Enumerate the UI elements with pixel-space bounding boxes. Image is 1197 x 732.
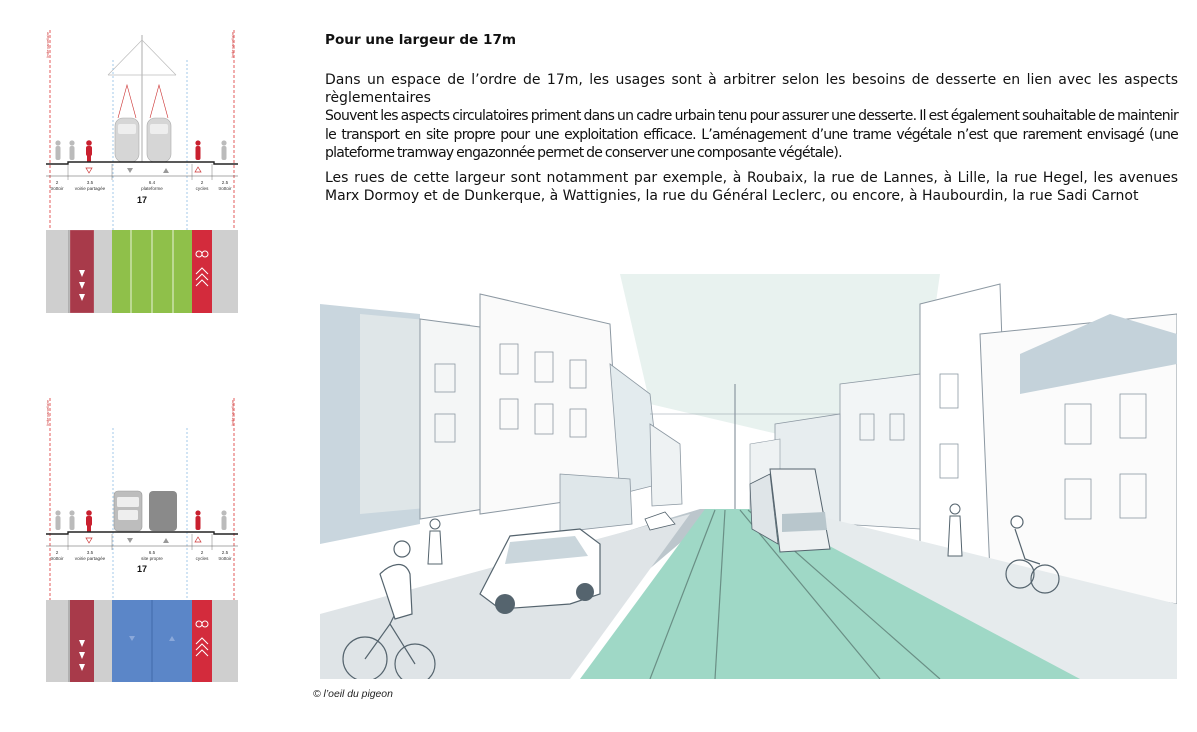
lane-label: trottoir [50, 556, 64, 561]
width-value: 3.5 [86, 550, 94, 555]
width-value: 2.5 [221, 180, 229, 185]
width-value: 2 [200, 550, 204, 555]
tram-icon [115, 85, 171, 162]
tram-section-drawing [46, 30, 238, 313]
total-width: 17 [136, 564, 148, 574]
cyclist-icon [86, 140, 92, 162]
property-limit-label: limite parcellaire [231, 400, 235, 426]
width-value: 2 [200, 180, 204, 185]
lane-label: cycles [195, 186, 209, 191]
cyclist-icon [86, 510, 92, 532]
width-value: 2 [55, 550, 59, 555]
body-text [325, 71, 1178, 205]
width-value: 6.4 [148, 180, 156, 185]
cycle-lane-plan [192, 600, 212, 682]
width-value: 2.5 [221, 550, 229, 555]
lane-label: site propre [141, 556, 163, 561]
section-heading: Pour une largeur de 17m [325, 32, 517, 48]
paragraph-intro: Dans un espace de l’ordre de 17m, les usages sont à arbitrer selon les besoins de desserte en lien avec les aspects règlementaires [325, 72, 1178, 107]
lane-label: trottoir [50, 186, 64, 191]
lane-label: voirie partagée [74, 556, 106, 561]
lane-label: voirie partagée [74, 186, 106, 191]
lane-label: trottoir [218, 186, 232, 191]
pedestrian-icon [55, 140, 226, 160]
lane-label: plateforme [141, 186, 163, 191]
width-value: 6.5 [148, 550, 156, 555]
property-limit-label: limite parcellaire [46, 400, 50, 426]
bus-icon [114, 491, 177, 531]
street-section-diagram-bus [46, 398, 238, 682]
width-value: 2 [55, 180, 59, 185]
street-illustration [320, 274, 1177, 679]
lane-label: cycles [195, 556, 209, 561]
image-credit: © l’oeil du pigeon [313, 689, 393, 700]
paragraph-examples: Les rues de cette largeur sont notamment par exemple, à Roubaix, la rue de Lannes, à Lille, la rue Hegel, les avenues Marx Dormoy et de Dunkerque, à Wattignies, la rue du Général Leclerc, ou encore, à Haubourdin, la rue Sadi Carnot [325, 170, 1178, 205]
street-section-diagram-tram [46, 30, 238, 313]
bus-section-drawing [46, 398, 238, 682]
cycle-lane-plan [192, 230, 212, 313]
total-width: 17 [136, 195, 148, 205]
property-limit-label: limite parcellaire [46, 32, 50, 58]
width-value: 3.5 [86, 180, 94, 185]
paragraph-circulation: Souvent les aspects circulatoires priment dans un cadre urbain tenu pour assurer une desserte. Il est également souhaitable de maintenir le transport en site propre pour une exploitation efficace. L’aménagement d’une trame végétale n’est que rarement envisagé (une plateforme tramway engazonnée permet de conserver une composante végétale). [325, 108, 1178, 161]
lane-label: trottoir [218, 556, 232, 561]
property-limit-label: limite parcellaire [231, 32, 235, 58]
